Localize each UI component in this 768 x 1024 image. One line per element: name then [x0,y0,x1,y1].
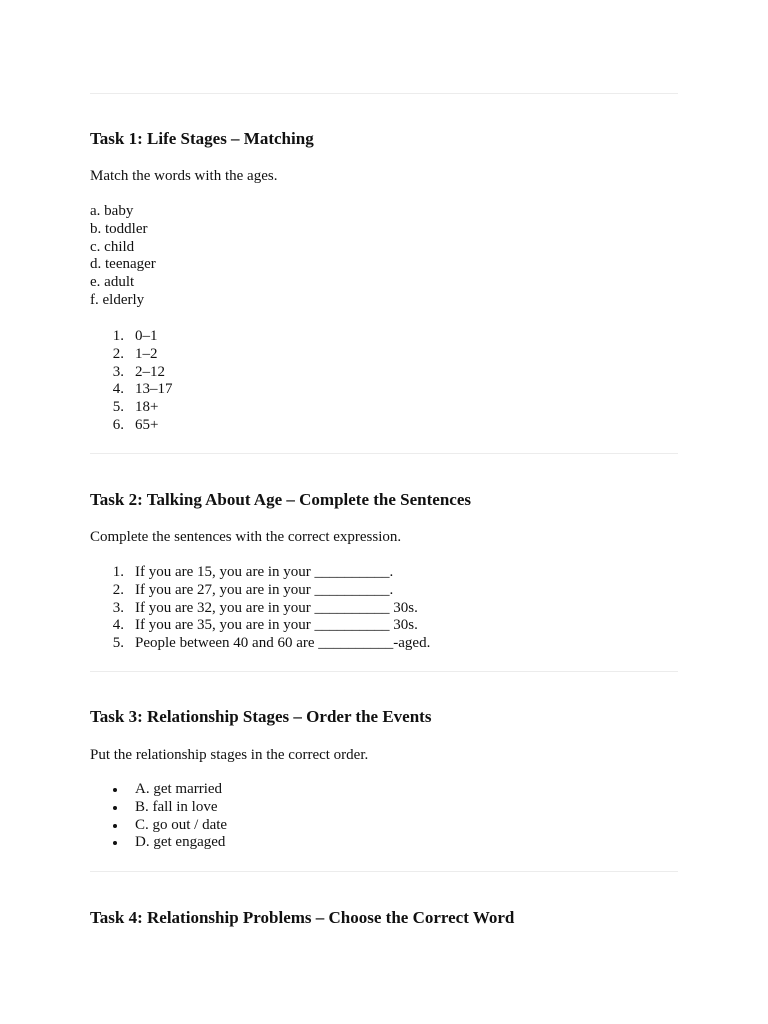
item-number: 3. [112,363,124,380]
event-text: D. get engaged [135,834,226,851]
event-text: C. go out / date [135,816,228,833]
item-number: 2. [112,581,124,598]
age-text: 0–1 [135,328,158,344]
item-number: 1. [112,564,124,580]
task1-heading: Task 1: Life Stages – Matching [90,129,314,148]
word-item: c. child [90,238,135,255]
sentence-item [90,582,430,600]
word-item: f. elderly [90,291,145,308]
task4-heading: Task 4: Relationship Problems – Choose the Correct Word [90,908,515,927]
sentence-text: If you are 15, you are in your __________. [135,564,394,580]
item-number: 5. [112,635,124,652]
item-number: 3. [112,599,124,616]
task1-word-list [90,203,156,310]
divider [90,871,678,872]
age-item [90,328,173,346]
event-text: B. fall in love [135,798,218,815]
age-text: 18+ [135,399,159,416]
task3-instruction: Put the relationship stages in the correct order. [90,747,369,763]
age-item [90,381,173,399]
sentence-item [90,635,430,653]
sentence-text: If you are 32, you are in your __________ 30s. [135,599,418,616]
task2-instruction: Complete the sentences with the correct expression. [90,529,402,545]
task3-heading: Task 3: Relationship Stages – Order the Events [90,707,432,726]
item-number: 4. [112,381,124,398]
age-text: 65+ [135,416,159,433]
sentence-item [90,617,430,635]
sentence-text: People between 40 and 60 are __________-aged. [135,635,431,652]
item-number: 6. [112,416,124,433]
bullet-icon [113,824,117,828]
task1-instruction: Match the words with the ages. [90,168,278,184]
event-item [90,817,227,835]
age-item [90,417,173,435]
bullet-icon [113,841,117,845]
task2-heading: Task 2: Talking About Age – Complete the Sentences [90,490,471,509]
divider [90,453,678,454]
divider [90,93,678,94]
item-number: 4. [112,617,124,634]
word-item: b. toddler [90,220,148,237]
divider [90,671,678,672]
age-item [90,346,173,364]
age-text: 13–17 [135,381,173,398]
bullet-icon [113,806,117,810]
event-text: A. get married [135,781,223,797]
sentence-text: If you are 35, you are in your __________ 30s. [135,617,418,634]
sentence-item [90,600,430,618]
age-text: 2–12 [135,363,165,380]
sentence-text: If you are 27, you are in your __________. [135,581,394,598]
task1-age-list [90,328,173,435]
event-item [90,799,227,817]
item-number: 5. [112,399,124,416]
task3-event-list [90,781,227,852]
item-number: 1. [112,328,124,344]
task2-sentence-list [90,564,430,653]
bullet-icon [113,788,117,792]
sentence-item [90,564,430,582]
event-item [90,781,227,799]
word-item: e. adult [90,274,135,291]
event-item [90,834,227,852]
age-item [90,399,173,417]
age-text: 1–2 [135,345,158,362]
item-number: 2. [112,345,124,362]
age-item [90,364,173,382]
word-item: d. teenager [90,256,156,273]
word-item: a. baby [90,203,134,219]
